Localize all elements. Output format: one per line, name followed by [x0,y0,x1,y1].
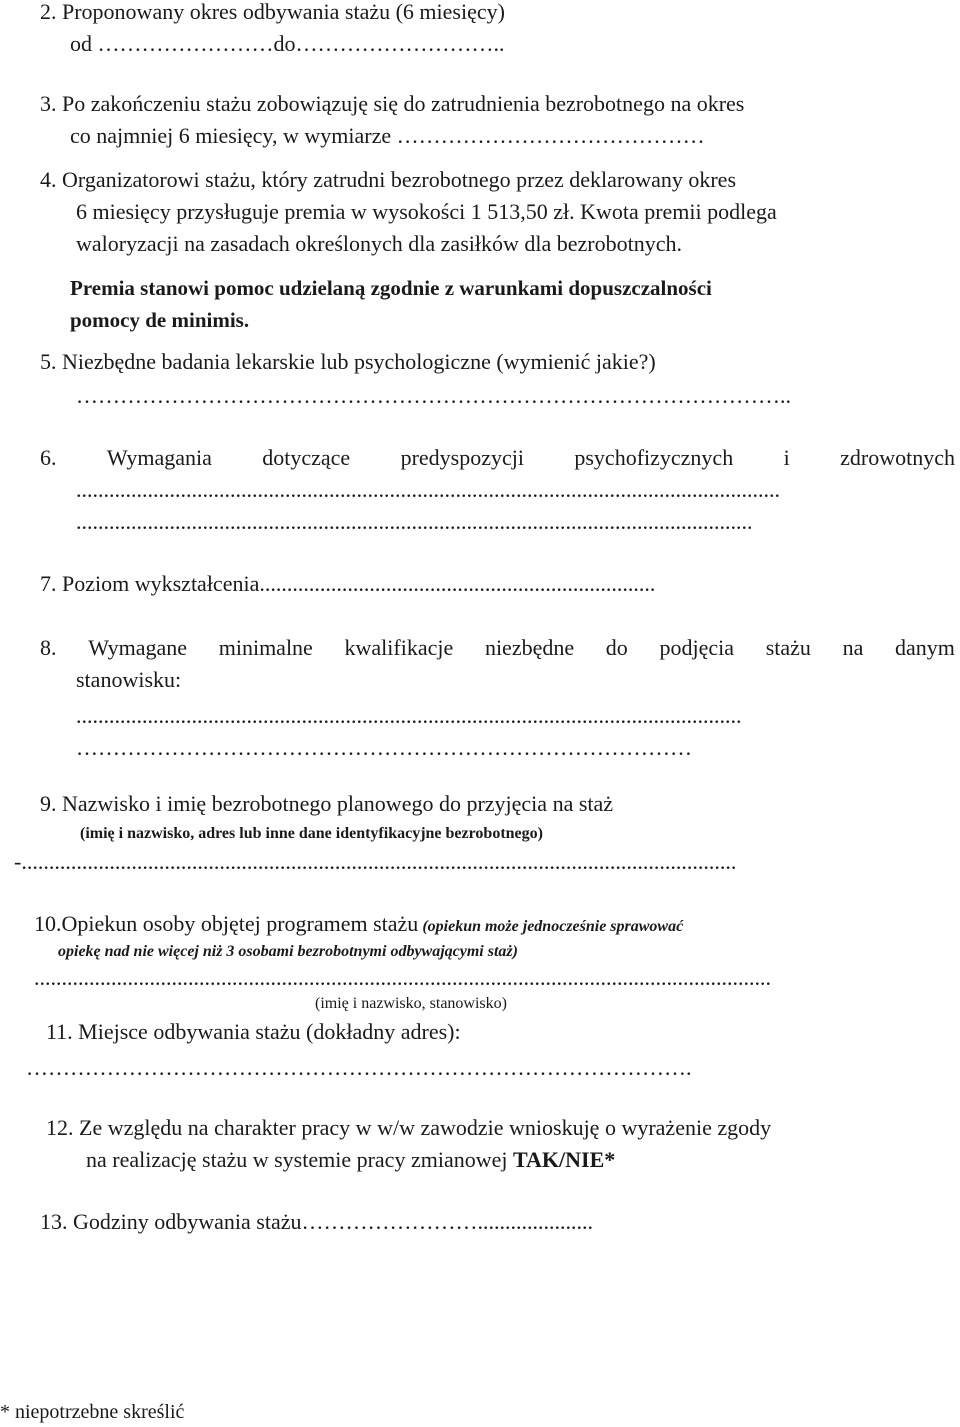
item-11-answer-field[interactable]: ………………………………………………………………………………. [26,1055,692,1080]
footnote: * niepotrzebne skreślić [0,1401,185,1423]
item-8-line1 [40,634,955,662]
item-5-line1: 5. Niezbędne badania lekarskie lub psychologiczne (wymienić jakie?) [40,349,656,374]
item-13-line1[interactable]: 13. Godziny odbywania stażu……………………..................... [40,1209,593,1234]
item-6-word: dotyczące [262,445,351,470]
item-8-answer-field-2[interactable]: ………………………………………………………………………… [76,735,692,760]
item-12-line1: 12. Ze względu na charakter pracy w w/w zawodzie wnioskuję o wyrażenie zgody [46,1115,772,1140]
item-6-word: predyspozycji [400,445,524,470]
item-4-bold-line2: pomocy de minimis. [70,308,250,332]
item-10-note1: (opiekun może jednocześnie sprawować [418,918,684,935]
item-6-word: 6. [40,445,57,470]
item-8-word: kwalifikacje [344,635,454,660]
item-10-note2: opiekę nad nie więcej niż 3 osobami bezrobotnymi odbywającymi staż) [58,943,518,960]
item-9-line1: 9. Nazwisko i imię bezrobotnego planowego do przyjęcia na staż [40,791,614,816]
item-6-answer-field-2[interactable]: ........................................................................................................................... [76,509,753,534]
item-4-bold-line1: Premia stanowi pomoc udzielaną zgodnie z warunkami dopuszczalności [70,276,712,300]
item-5-answer-field[interactable]: …………………………………………………………………………………….. [76,383,791,408]
item-10-answer-field[interactable]: ...................................................................................................................................... [34,965,771,990]
item-12-line2 [86,1146,615,1174]
item-8-word: na [842,635,864,660]
item-9-note: (imię i nazwisko, adres lub inne dane identyfikacyjne bezrobotnego) [80,825,543,842]
item-10-subcaption: (imię i nazwisko, stanowisko) [315,995,507,1012]
item-8-line2: stanowisku: [76,667,182,692]
item-8-word: stażu [765,635,811,660]
item-6-word: zdrowotnych [840,445,955,470]
item-12-choice[interactable]: TAK/NIE* [512,1147,616,1172]
item-10-lead: 10.Opiekun osoby objętej programem stażu [34,911,419,936]
item-8-word: niezbędne [484,635,575,660]
item-4-line2: 6 miesięcy przysługuje premia w wysokości 1 513,50 zł. Kwota premii podlega [76,199,777,224]
item-11-line1: 11. Miejsce odbywania stażu (dokładny adres): [46,1019,461,1044]
item-7-line1[interactable]: 7. Poziom wykształcenia........................................................................ [40,571,656,596]
item-8-word: do [605,635,628,660]
item-6-line1 [40,444,955,472]
item-3-line2[interactable]: co najmniej 6 miesięcy, w wymiarze …………………………………… [70,123,705,148]
item-2-period-field[interactable]: od ……………………do……………………….. [70,31,505,56]
item-8-word: Wymagane [88,635,188,660]
item-9-answer-field[interactable]: -.................................................................................................................................. [14,849,737,874]
item-3-line1: 3. Po zakończeniu stażu zobowiązuję się do zatrudnienia bezrobotnego na okres [40,91,745,116]
item-12-text: na realizację stażu w systemie pracy zmianowej [86,1147,513,1172]
item-8-word: minimalne [218,635,313,660]
item-8-word: 8. [40,635,57,660]
item-8-answer-field-1[interactable]: ......................................................................................................................... [76,703,742,728]
item-10-line1 [34,910,683,938]
item-8-word: danym [895,635,955,660]
item-2-line1: 2. Proponowany okres odbywania stażu (6 miesięcy) [40,0,505,24]
item-4-line3: waloryzacji na zasadach określonych dla zasiłków dla bezrobotnych. [76,231,682,256]
item-8-word: podjęcia [659,635,735,660]
item-6-word: psychofizycznych [574,445,734,470]
item-4-line1: 4. Organizatorowi stażu, który zatrudni bezrobotnego przez deklarowany okres [40,167,737,192]
item-6-answer-field-1[interactable]: ................................................................................................................................ [76,477,780,502]
item-6-word: Wymagania [106,445,212,470]
item-6-word: i [783,445,790,470]
